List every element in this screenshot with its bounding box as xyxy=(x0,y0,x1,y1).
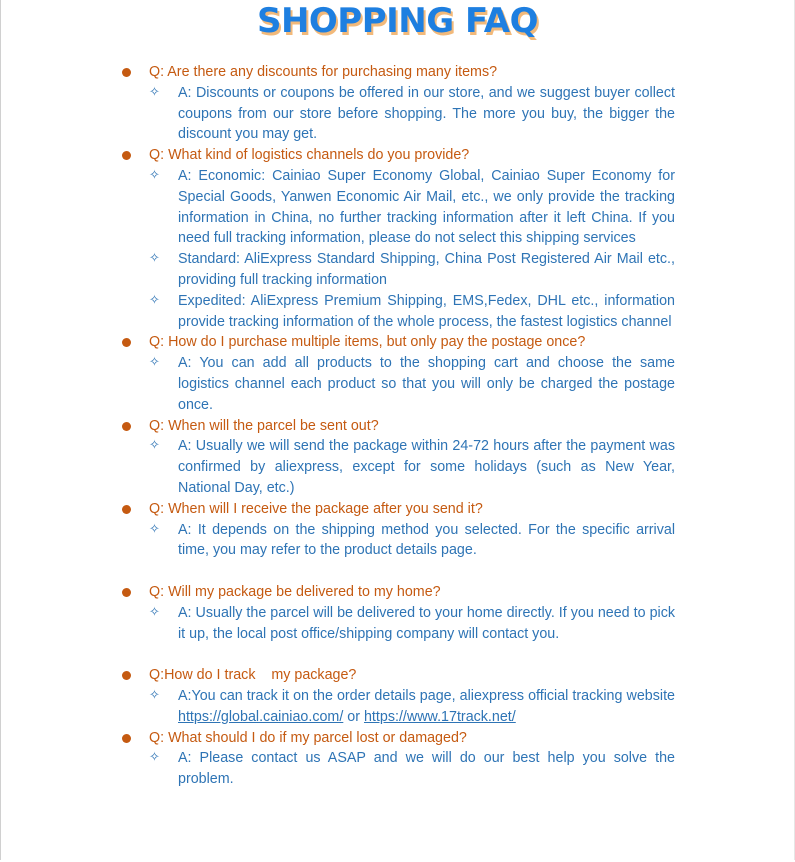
answer xyxy=(0,249,675,291)
faq-list xyxy=(0,62,795,790)
star-marker-icon: ✧ xyxy=(149,251,160,267)
answer-text: A: Discounts or coupons be offered in our store, and we suggest buyer collect coupons from our store before shopping. The more you buy, the bigger the discount you may get. xyxy=(178,84,675,143)
answer xyxy=(0,603,675,645)
question-text: Q: Will my package be delivered to my home? xyxy=(149,583,441,600)
faq-item-discounts xyxy=(0,62,795,145)
answer xyxy=(0,520,675,562)
answer xyxy=(0,686,675,728)
question xyxy=(0,665,795,686)
star-marker-icon: ✧ xyxy=(149,167,160,183)
bullet-icon xyxy=(122,338,131,347)
question-text: Q: What kind of logistics channels do you provide? xyxy=(149,147,470,164)
question xyxy=(0,416,795,437)
answer xyxy=(0,291,675,333)
faq-item-home-delivery xyxy=(0,582,795,644)
spacer xyxy=(0,644,795,665)
star-marker-icon: ✧ xyxy=(149,750,160,766)
star-marker-icon: ✧ xyxy=(149,355,160,371)
faq-item-receive xyxy=(0,499,795,561)
star-marker-icon: ✧ xyxy=(149,521,160,537)
question-text: Q: When will the parcel be sent out? xyxy=(149,417,379,434)
question xyxy=(0,728,795,749)
question-text: Q: What should I do if my parcel lost or damaged? xyxy=(149,729,467,746)
bullet-icon xyxy=(122,422,131,431)
answer-text: A: Please contact us ASAP and we will do our best help you solve the problem. xyxy=(178,750,675,788)
question-text: Q: How do I purchase multiple items, but only pay the postage once? xyxy=(149,334,586,351)
answer-text: Expedited: AliExpress Premium Shipping, EMS,Fedex, DHL etc., information provide tracking information of the whole process, the fastest logistics channel xyxy=(178,292,675,330)
answer xyxy=(0,83,675,145)
faq-item-logistics xyxy=(0,145,795,332)
bullet-icon xyxy=(122,588,131,597)
question-text: Q:How do I track my package? xyxy=(149,667,357,684)
answer-text: A: It depends on the shipping method you selected. For the specific arrival time, you may refer to the product details page. xyxy=(178,521,675,559)
question xyxy=(0,62,795,83)
faq-item-postage xyxy=(0,332,795,415)
bullet-icon xyxy=(122,671,131,680)
question xyxy=(0,332,795,353)
page-title: SHOPPING FAQ xyxy=(256,1,539,41)
star-marker-icon: ✧ xyxy=(149,604,160,620)
question xyxy=(0,145,795,166)
answer xyxy=(0,436,675,498)
star-marker-icon: ✧ xyxy=(149,438,160,454)
answer xyxy=(0,353,675,415)
question xyxy=(0,582,795,603)
answer-text: A: You can add all products to the shopping cart and choose the same logistics channel each product so that you will only be charged the postage once. xyxy=(178,355,675,413)
answer xyxy=(0,748,675,790)
bullet-icon xyxy=(122,151,131,160)
faq-item-lost-damaged xyxy=(0,728,795,790)
spacer xyxy=(0,561,795,582)
faq-item-tracking xyxy=(0,665,795,727)
faq-item-sent-out xyxy=(0,416,795,499)
question-text: Q: When will I receive the package after you send it? xyxy=(149,500,483,517)
answer-text: A: Economic: Cainiao Super Economy Global, Cainiao Super Economy for Special Goods, Yanwen Economic Air Mail, etc., we only provide the tracking information in China, no further tracking information after it left China. If you need full tracking information, please do not select this shipping services xyxy=(178,167,675,247)
bullet-icon xyxy=(122,68,131,77)
bullet-icon xyxy=(122,734,131,743)
answer-text: A: Usually the parcel will be delivered to your home directly. If you need to pick it up, the local post office/shipping company will contact you. xyxy=(178,604,675,642)
17track-tracking-link[interactable]: https://www.17track.net/ xyxy=(363,708,516,725)
question-text: Q: Are there any discounts for purchasing many items? xyxy=(149,64,498,80)
answer-text: A: Usually we will send the package within 24-72 hours after the payment was confirmed by aliexpress, except for some holidays (such as New Year, National Day, etc.) xyxy=(178,438,675,496)
question xyxy=(0,499,795,520)
answer-text: Standard: AliExpress Standard Shipping, China Post Registered Air Mail etc., providing full tracking information xyxy=(178,251,675,288)
answer xyxy=(0,166,675,249)
bullet-icon xyxy=(122,505,131,514)
star-marker-icon: ✧ xyxy=(149,292,160,308)
answer-text: A:You can track it on the order details page, aliexpress official tracking website xyxy=(178,687,675,704)
answer-text: or xyxy=(343,708,364,725)
star-marker-icon: ✧ xyxy=(149,84,160,100)
cainiao-tracking-link[interactable]: https://global.cainiao.com/ xyxy=(178,708,344,725)
star-marker-icon: ✧ xyxy=(149,687,160,703)
